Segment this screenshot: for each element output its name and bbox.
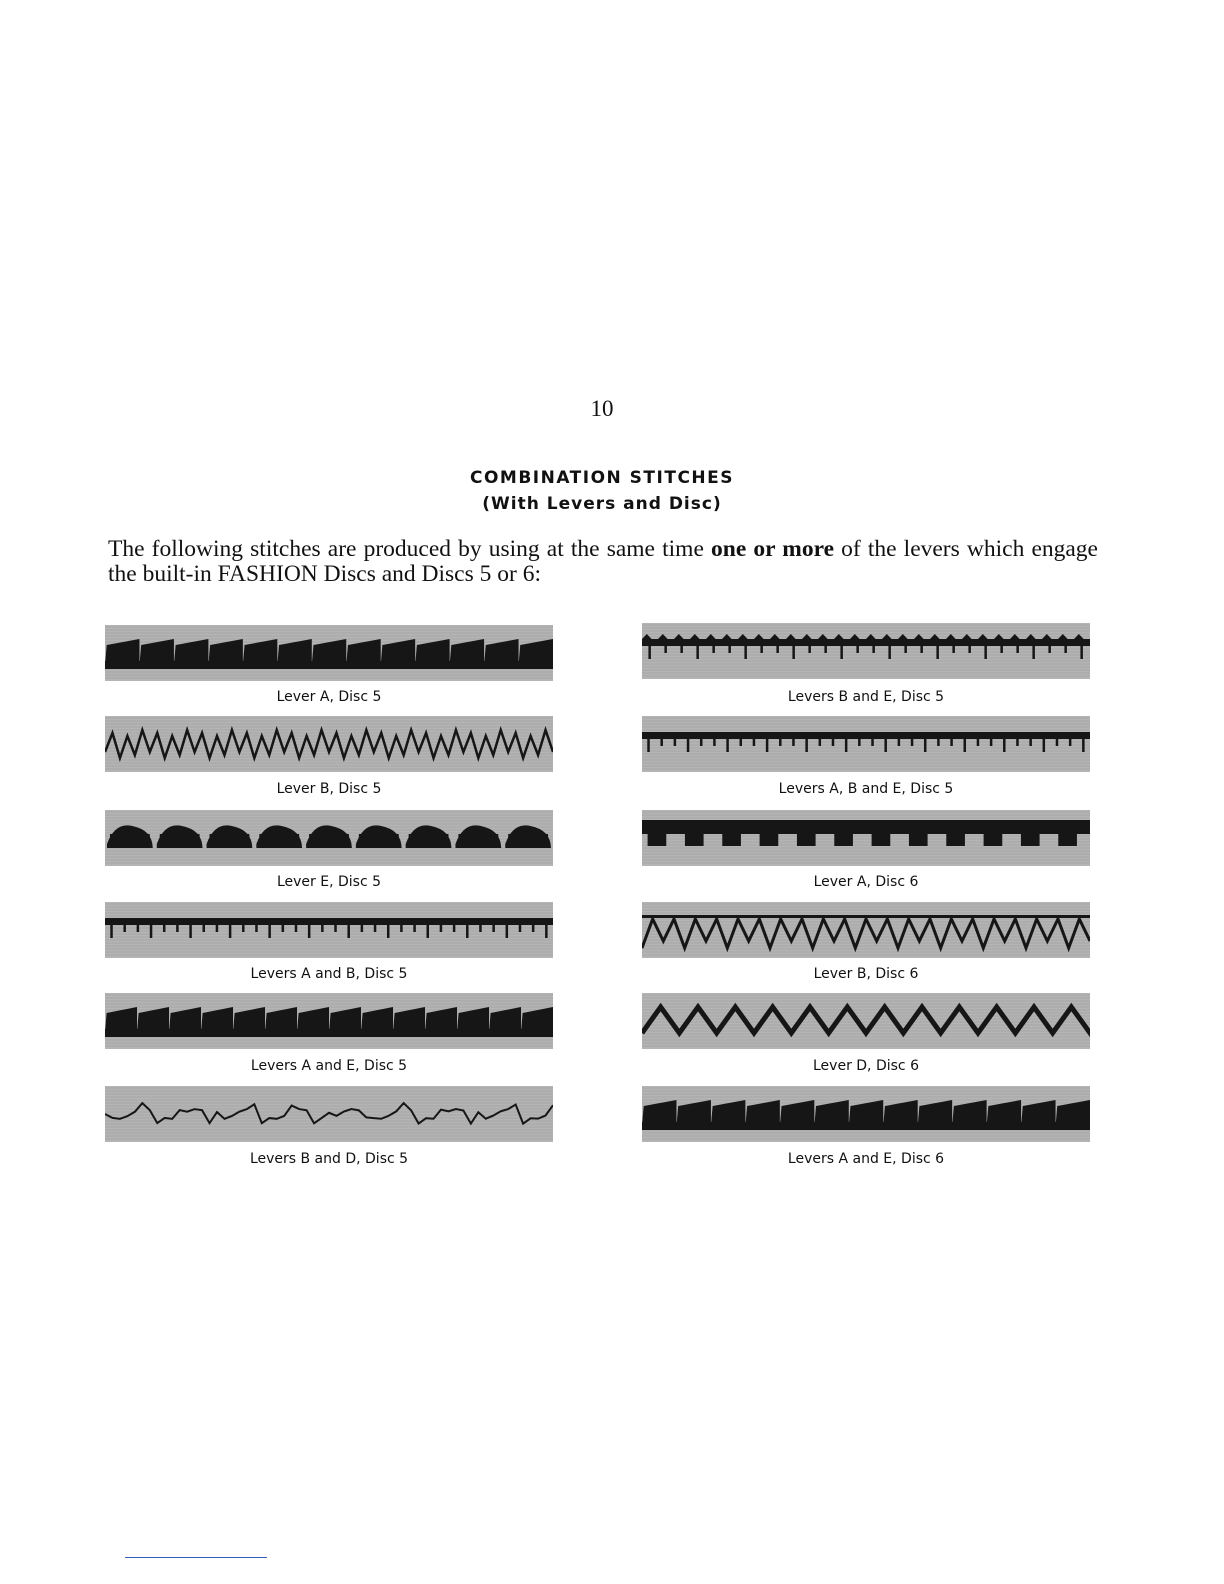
stitch-caption-right-5: Lever D, Disc 6 <box>813 1058 919 1074</box>
stitch-pattern-graphic <box>642 716 1090 772</box>
stitch-sample-left-6 <box>105 1086 553 1142</box>
intro-emphasis: one or more <box>711 536 835 562</box>
stitch-pattern-graphic <box>105 810 553 866</box>
stitch-sample-left-1 <box>105 625 553 681</box>
page-number: 10 <box>590 396 614 421</box>
stitch-caption-right-2: Levers A, B and E, Disc 5 <box>778 781 954 797</box>
stitch-sample-left-3 <box>105 810 553 866</box>
stitch-sample-right-6 <box>642 1086 1090 1142</box>
stitch-caption-right-4: Lever B, Disc 6 <box>813 966 919 982</box>
stitch-sample-right-3 <box>642 810 1090 866</box>
stitch-pattern-graphic <box>105 1086 553 1142</box>
stitch-sample-right-2 <box>642 716 1090 772</box>
section-subtitle: (With Levers and Disc) <box>482 494 722 514</box>
stitch-caption-right-6: Levers A and E, Disc 6 <box>787 1151 945 1167</box>
stitch-sample-left-5 <box>105 993 553 1049</box>
footnote-rule <box>125 1557 267 1558</box>
stitch-caption-left-5: Levers A and E, Disc 5 <box>250 1058 408 1074</box>
stitch-pattern-graphic <box>642 993 1090 1049</box>
stitch-pattern-graphic <box>642 810 1090 866</box>
stitch-pattern-graphic <box>642 902 1090 958</box>
intro-paragraph <box>108 537 1098 587</box>
stitch-pattern-graphic <box>105 625 553 681</box>
stitch-pattern-graphic <box>105 902 553 958</box>
intro-text-start: The following stitches are produced by using at the same time <box>108 536 711 562</box>
stitch-caption-left-4: Levers A and B, Disc 5 <box>250 966 408 982</box>
stitch-pattern-graphic <box>105 993 553 1049</box>
stitch-pattern-graphic <box>105 716 553 772</box>
stitch-sample-right-5 <box>642 993 1090 1049</box>
stitch-caption-right-3: Lever A, Disc 6 <box>813 874 919 890</box>
stitch-sample-left-2 <box>105 716 553 772</box>
stitch-caption-left-1: Lever A, Disc 5 <box>276 689 382 705</box>
stitch-caption-right-1: Levers B and E, Disc 5 <box>787 689 945 705</box>
intro-text-end: of the levers which engage the built-in FASHION Discs and Discs 5 or 6: <box>108 536 1098 587</box>
stitch-sample-right-4 <box>642 902 1090 958</box>
section-title: COMBINATION STITCHES <box>469 468 735 488</box>
stitch-sample-left-4 <box>105 902 553 958</box>
stitch-pattern-graphic <box>642 623 1090 679</box>
stitch-caption-left-2: Lever B, Disc 5 <box>276 781 382 797</box>
stitch-caption-left-6: Levers B and D, Disc 5 <box>249 1151 409 1167</box>
stitch-caption-left-3: Lever E, Disc 5 <box>276 874 382 890</box>
stitch-sample-right-1 <box>642 623 1090 679</box>
stitch-pattern-graphic <box>642 1086 1090 1142</box>
